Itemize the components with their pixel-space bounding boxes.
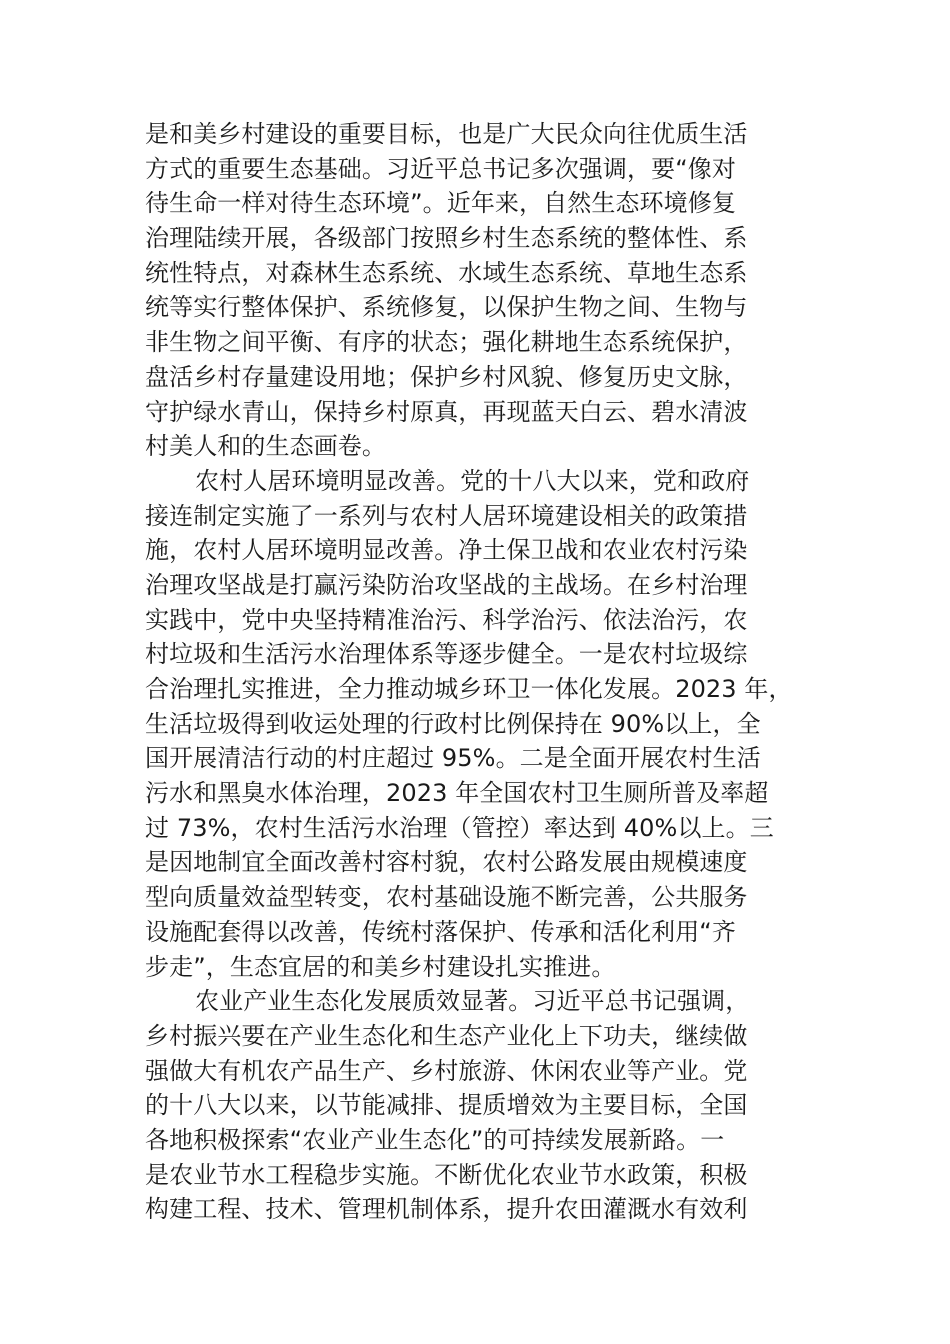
paragraph-2: [145, 464, 805, 984]
text-line: 接连制定实施了一系列与农村人居环境建设相关的政策措: [145, 501, 748, 530]
text-line: 方式的重要生态基础。习近平总书记多次强调，要“像对: [145, 154, 736, 183]
text-line: 型向质量效益型转变，农村基础设施不断完善，公共服务: [145, 883, 748, 912]
text-line: 统性特点，对森林生态系统、水域生态系统、草地生态系: [145, 258, 748, 287]
text-line: 强做大有机农产品生产、乡村旅游、休闲农业等产业。党: [145, 1056, 748, 1085]
text-line: 村垃圾和生活污水治理体系等逐步健全。一是农村垃圾综: [145, 640, 748, 669]
text-line: 盘活乡村存量建设用地；保护乡村风貌、修复历史文脉，: [145, 362, 748, 391]
text-line: 实践中，党中央坚持精准治污、科学治污、依法治污，农: [145, 605, 748, 634]
text-line: 治理攻坚战是打赢污染防治攻坚战的主战场。在乡村治理: [145, 570, 748, 599]
text-line: 设施配套得以改善，传统村落保护、传承和活化利用“齐: [145, 917, 736, 946]
text-line: 合治理扎实推进，全力推动城乡环卫一体化发展。2023 年，: [145, 675, 793, 703]
text-line: 治理陆续开展，各级部门按照乡村生态系统的整体性、系: [145, 224, 748, 253]
text-line: 的十八大以来，以节能减排、提质增效为主要目标，全国: [145, 1091, 748, 1120]
text-line: 待生命一样对待生态环境”。近年来，自然生态环境修复: [145, 189, 736, 218]
text-line: 非生物之间平衡、有序的状态；强化耕地生态系统保护，: [145, 328, 748, 357]
text-line: 步走”，生态宜居的和美乡村建设扎实推进。: [145, 952, 616, 981]
text-line: 农村人居环境明显改善。党的十八大以来，党和政府: [195, 466, 750, 495]
text-line: 农业产业生态化发展质效显著。习近平总书记强调，: [195, 987, 750, 1016]
text-line: 乡村振兴要在产业生态化和生态产业化上下功夫，继续做: [145, 1021, 748, 1050]
text-line: 生活垃圾得到收运处理的行政村比例保持在 90%以上，全: [145, 709, 761, 738]
text-line: 是和美乡村建设的重要目标，也是广大民众向往优质生活: [145, 120, 748, 148]
text-line: 各地积极探索“农业产业生态化”的可持续发展新路。一: [145, 1125, 725, 1154]
text-line: 守护绿水青山，保持乡村原真，再现蓝天白云、碧水清波: [145, 397, 748, 426]
text-line: 统等实行整体保护、系统修复，以保护生物之间、生物与: [145, 293, 748, 322]
text-line: 过 73%，农村生活污水治理（管控）率达到 40%以上。三: [145, 813, 774, 842]
paragraph-1: [145, 117, 805, 464]
text-line: 施，农村人居环境明显改善。净土保卫战和农业农村污染: [145, 536, 748, 565]
paragraph-3: [145, 984, 805, 1227]
text-line: 构建工程、技术、管理机制体系，提升农田灌溉水有效利: [145, 1195, 748, 1224]
text-line: 污水和黑臭水体治理，2023 年全国农村卫生厕所普及率超: [145, 779, 769, 808]
body-text: [145, 117, 805, 1227]
text-line: 是因地制宜全面改善村容村貌，农村公路发展由规模速度: [145, 848, 748, 877]
text-line: 是农业节水工程稳步实施。不断优化农业节水政策，积极: [145, 1160, 748, 1189]
text-line: 国开展清洁行动的村庄超过 95%。二是全面开展农村生活: [145, 744, 761, 773]
text-line: 村美人和的生态画卷。: [145, 432, 386, 461]
